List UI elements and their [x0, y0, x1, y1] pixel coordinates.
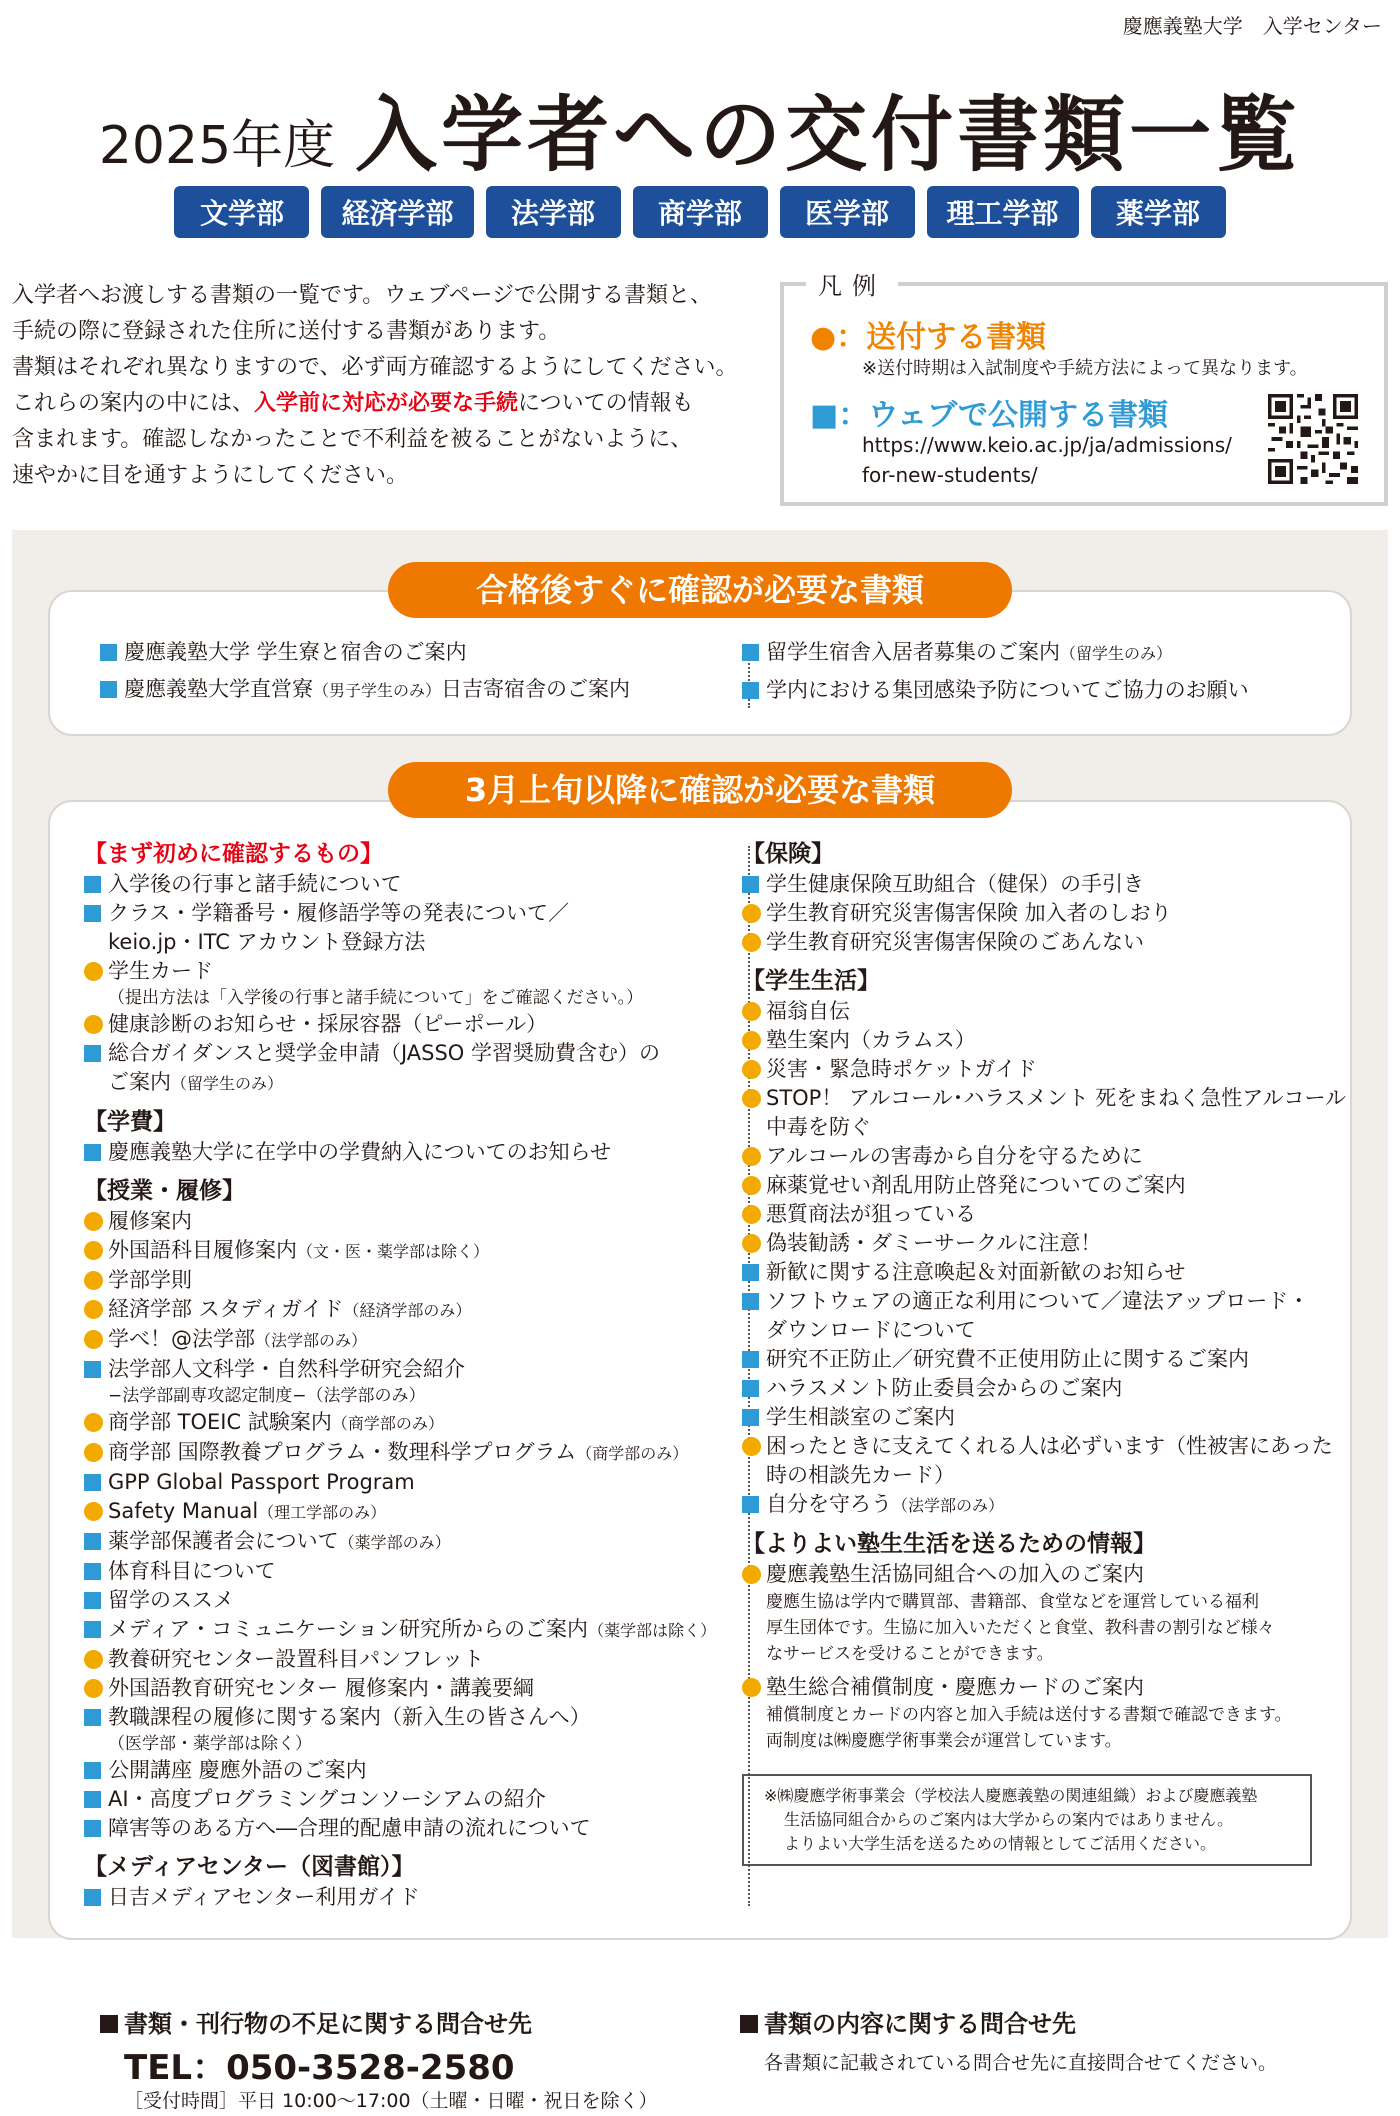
list-item: 教養研究センター設置科目パンフレット — [84, 1645, 704, 1674]
list-item: 悪質商法が狙っている — [742, 1200, 1342, 1229]
list-item: 麻薬覚せい剤乱用防止啓発についてのご案内 — [742, 1171, 1342, 1200]
intro-line: 速やかに目を通すようにしてください。 — [12, 463, 409, 488]
list-item: 学生健康保険互助組合（健保）の手引き — [742, 870, 1342, 899]
faculty-badge: 経済学部 — [321, 186, 473, 238]
title-main: 入学者への交付書類一覧 — [355, 88, 1302, 183]
intro-text — [12, 278, 752, 494]
section1-left-list — [100, 638, 630, 705]
mail-circle-icon — [84, 1413, 103, 1432]
list-item: 慶應義塾大学に在学中の学費納入についてのお知らせ — [84, 1138, 704, 1167]
mail-circle-icon — [84, 1330, 103, 1349]
mail-circle-icon — [84, 962, 103, 981]
list-item-continued: ご案内（留学生のみ） — [108, 1070, 284, 1094]
intro-line — [12, 386, 752, 422]
list-item: 日吉メディアセンター利用ガイド — [84, 1883, 704, 1912]
web-square-icon — [84, 1045, 101, 1062]
intro-line: 手続の際に登録された住所に送付する書類があります。 — [12, 319, 561, 344]
faculty-badge: 薬学部 — [1091, 186, 1226, 238]
web-square-icon — [84, 1361, 101, 1378]
list-item: 塾生案内（カラムス） — [742, 1026, 1342, 1055]
mail-circle-icon — [742, 1147, 761, 1166]
section2-right-column — [742, 838, 1347, 1866]
list-item: 研究不正防止／研究費不正使用防止に関するご案内 — [742, 1345, 1342, 1374]
intro-line: 入学者へお渡しする書類の一覧です。ウェブページで公開する書類と、 — [12, 283, 713, 308]
mail-circle-icon — [742, 1089, 761, 1108]
mail-circle-icon — [84, 1650, 103, 1669]
category-heading: 【まず初めに確認するもの】 — [84, 841, 383, 867]
list-item: 経済学部 スタディガイド（経済学部のみ） — [84, 1295, 704, 1325]
list-item: 自分を守ろう（法学部のみ） — [742, 1490, 1342, 1520]
category-heading: 【学生生活】 — [742, 968, 880, 994]
web-square-icon — [100, 644, 117, 661]
section-immediate-title: 合格後すぐに確認が必要な書類 — [388, 562, 1012, 618]
web-square-icon — [84, 1563, 101, 1580]
list-item: 公開講座 慶應外語のご案内 — [84, 1756, 704, 1785]
list-item: 学部学則 — [84, 1266, 704, 1295]
category-heading: 【学費】 — [84, 1109, 176, 1135]
web-square-icon — [742, 876, 759, 893]
web-square-icon — [100, 681, 117, 698]
list-item: 留学のススメ — [84, 1586, 704, 1615]
list-item: 留学生宿舎入居者募集のご案内（留学生のみ） — [742, 638, 1249, 668]
mail-circle-icon — [84, 1502, 103, 1521]
faculty-badge: 文学部 — [174, 186, 309, 238]
contact-content-text: 各書類に記載されている問合せ先に直接問合せてください。 — [764, 2052, 1278, 2074]
mail-circle-icon — [742, 1565, 761, 1584]
web-square-icon — [84, 1762, 101, 1779]
web-square-icon — [84, 1533, 101, 1550]
mail-circle-icon — [84, 1015, 103, 1034]
mail-circle-icon — [84, 1212, 103, 1231]
web-square-icon — [742, 1496, 759, 1513]
contact-hours: ［受付時間］平日 10:00〜17:00（土曜・日曜・祝日を除く） — [124, 2090, 658, 2112]
list-item: 福翁自伝 — [742, 997, 1342, 1026]
web-square-icon — [84, 1791, 101, 1808]
web-square-icon — [742, 644, 759, 661]
list-item: 外国語教育研究センター 履修案内・講義要綱 — [84, 1674, 704, 1703]
web-square-icon — [84, 1474, 101, 1491]
category-heading: 【保険】 — [742, 841, 834, 867]
legend-url[interactable] — [862, 430, 1232, 490]
list-item: ソフトウェアの適正な利用について／違法アップロード・ — [742, 1287, 1342, 1316]
list-item: ハラスメント防止委員会からのご案内 — [742, 1374, 1342, 1403]
disclaimer-note: ※㈱慶應学術事業会（学校法人慶應義塾の関連組織）および慶應義塾 生活協同組合からのご案内は大学からの案内ではありません。 よりよい大学生活を送るための情報としてご活用ください。 — [742, 1774, 1312, 1866]
mail-circle-icon — [742, 1234, 761, 1253]
web-square-icon — [742, 1380, 759, 1397]
list-item: 学生カード — [84, 957, 704, 986]
list-item: 困ったときに支えてくれる人は必ずいます（性被害にあった — [742, 1432, 1342, 1461]
list-item: 学生教育研究災害傷害保険 加入者のしおり — [742, 899, 1342, 928]
section2-left-column — [84, 838, 717, 1912]
mail-circle-icon — [84, 1443, 103, 1462]
mail-circle-icon — [742, 1031, 761, 1050]
legend-title: 凡例 — [806, 266, 898, 301]
contact-phone[interactable]: TEL：050-3528-2580 — [124, 2048, 515, 2088]
contact-missing-docs-heading: 書類・刊行物の不足に関する問合せ先 — [100, 2004, 532, 2039]
mail-circle-icon — [742, 1002, 761, 1021]
list-item-note: （医学部・薬学部は除く） — [108, 1734, 312, 1754]
web-square-icon — [742, 1409, 759, 1426]
list-item: 商学部 TOEIC 試験案内（商学部のみ） — [84, 1408, 704, 1438]
item-description: 慶應生協は学内で購買部、書籍部、食堂などを運営している福利 厚生団体です。生協に加入いただくと食堂、教科書の割引など様々 なサービスを受けることができます。 — [766, 1592, 1275, 1664]
faculty-badge: 理工学部 — [927, 186, 1079, 238]
mail-circle-icon — [84, 1679, 103, 1698]
list-item: 薬学部保護者会について（薬学部のみ） — [84, 1527, 704, 1557]
list-item-continued: ダウンロードについて — [766, 1318, 976, 1342]
page-title — [0, 70, 1400, 187]
section1-right-list — [742, 638, 1249, 705]
list-item: 総合ガイダンスと奨学金申請（JASSO 学習奨励費含む）の — [84, 1039, 704, 1068]
list-item: GPP Global Passport Program — [84, 1468, 704, 1497]
item-description: 補償制度とカードの内容と加入手続は送付する書類で確認できます。 両制度は㈱慶應学術事業会が運営しています。 — [766, 1705, 1292, 1751]
contact-content-heading: 書類の内容に関する問合せ先 — [740, 2004, 1076, 2039]
web-square-icon — [84, 1709, 101, 1726]
mail-circle-icon — [84, 1300, 103, 1319]
black-square-icon — [100, 2015, 118, 2033]
legend-web: ■：ウェブで公開する書類 — [810, 398, 1169, 433]
web-square-icon — [84, 876, 101, 893]
list-item: 法学部人文科学・自然科学研究会紹介 — [84, 1355, 704, 1384]
mail-circle-icon — [742, 1060, 761, 1079]
category-heading: 【授業・履修】 — [84, 1178, 245, 1204]
list-item: 慶應義塾大学直営寮（男子学生のみ）日吉寄宿舎のご案内 — [100, 675, 630, 705]
list-item: メディア・コミュニケーション研究所からのご案内（薬学部は除く） — [84, 1615, 704, 1645]
web-square-icon — [742, 1264, 759, 1281]
list-item: 学生教育研究災害傷害保険のごあんない — [742, 928, 1342, 957]
legend-box — [780, 272, 1388, 506]
list-item: クラス・学籍番号・履修語学等の発表について／ — [84, 899, 704, 928]
intro-emphasis: 入学前に対応が必要な手続 — [254, 391, 519, 416]
black-square-icon — [740, 2015, 758, 2033]
list-item: Safety Manual（理工学部のみ） — [84, 1497, 704, 1527]
legend-mail-note: ※送付時期は入試制度や手続方法によって異なります。 — [862, 358, 1308, 379]
web-square-icon — [84, 1889, 101, 1906]
list-item: アルコールの害毒から自分を守るために — [742, 1142, 1342, 1171]
list-item: 商学部 国際教養プログラム・数理科学プログラム（商学部のみ） — [84, 1438, 704, 1468]
mail-circle-icon — [742, 933, 761, 952]
list-item: 学べ！@法学部（法学部のみ） — [84, 1325, 704, 1355]
web-square-icon — [84, 1820, 101, 1837]
url-line: for-new-students/ — [862, 463, 1038, 487]
faculty-badge: 商学部 — [633, 186, 768, 238]
faculty-badge: 法学部 — [486, 186, 621, 238]
list-item: AI・高度プログラミングコンソーシアムの紹介 — [84, 1785, 704, 1814]
faculty-badges — [0, 186, 1400, 238]
list-item: STOP！ アルコール･ハラスメント 死をまねく急性アルコール — [742, 1084, 1342, 1113]
category-heading: 【メディアセンター（図書館）】 — [84, 1854, 415, 1880]
faculty-badge: 医学部 — [780, 186, 915, 238]
list-item: 教職課程の履修に関する案内（新入生の皆さんへ） — [84, 1703, 704, 1732]
mail-circle-icon — [84, 1241, 103, 1260]
list-item: 入学後の行事と諸手続について — [84, 870, 704, 899]
list-item: 塾生総合補償制度・慶應カードのご案内 — [742, 1673, 1342, 1702]
web-square-icon — [84, 1621, 101, 1638]
web-square-icon — [742, 682, 759, 699]
url-line: https://www.keio.ac.jp/ja/admissions/ — [862, 433, 1232, 457]
list-item: 偽装勧誘・ダミーサークルに注意！ — [742, 1229, 1342, 1258]
mail-circle-icon — [742, 1437, 761, 1456]
list-item: 慶應義塾生活協同組合への加入のご案内 — [742, 1560, 1342, 1589]
legend-mail: ●：送付する書類 — [810, 320, 1047, 355]
qr-code-icon — [1268, 394, 1358, 484]
web-square-icon — [742, 1293, 759, 1310]
list-item: 災害・緊急時ポケットガイド — [742, 1055, 1342, 1084]
web-square-icon — [84, 1592, 101, 1609]
list-item: 学内における集団感染予防についてご協力のお願い — [742, 676, 1249, 705]
web-square-icon — [84, 905, 101, 922]
list-item-note: −法学部副専攻認定制度−（法学部のみ） — [108, 1386, 426, 1406]
list-item-note: （提出方法は「入学後の行事と諸手続について」をご確認ください。） — [108, 988, 644, 1008]
list-item: 外国語科目履修案内（文・医・薬学部は除く） — [84, 1236, 704, 1266]
section-march-title: 3月上旬以降に確認が必要な書類 — [388, 762, 1012, 818]
intro-line: 書類はそれぞれ異なりますので、必ず両方確認するようにしてください。 — [12, 355, 738, 380]
mail-circle-icon — [742, 1205, 761, 1224]
list-item-continued: keio.jp・ITC アカウント登録方法 — [108, 930, 426, 954]
mail-circle-icon — [84, 1271, 103, 1290]
list-item: 体育科目について — [84, 1557, 704, 1586]
list-item: 障害等のある方へ―合理的配慮申請の流れについて — [84, 1814, 704, 1843]
intro-text-part: についての情報も — [518, 391, 694, 416]
intro-line: 含まれます。確認しなかったことで不利益を被ることがないように、 — [12, 427, 693, 452]
web-square-icon — [742, 1351, 759, 1368]
title-year: 2025年度 — [98, 116, 336, 176]
intro-text-part: これらの案内の中には、 — [12, 391, 255, 416]
list-item: 学生相談室のご案内 — [742, 1403, 1342, 1432]
list-item-continued: 時の相談先カード） — [766, 1463, 955, 1487]
mail-circle-icon — [742, 904, 761, 923]
list-item: 新歓に関する注意喚起＆対面新歓のお知らせ — [742, 1258, 1342, 1287]
category-heading: 【よりよい塾生生活を送るための情報】 — [742, 1531, 1156, 1557]
mail-circle-icon — [742, 1176, 761, 1195]
web-square-icon — [84, 1144, 101, 1161]
list-item: 健康診断のお知らせ・採尿容器（ピーポール） — [84, 1010, 704, 1039]
organization-name: 慶應義塾大学 入学センター — [1122, 14, 1382, 38]
mail-circle-icon — [742, 1678, 761, 1697]
list-item: 履修案内 — [84, 1207, 704, 1236]
list-item: 慶應義塾大学 学生寮と宿舎のご案内 — [100, 638, 630, 667]
section-march-card — [48, 800, 1352, 1940]
list-item-continued: 中毒を防ぐ — [766, 1115, 871, 1139]
